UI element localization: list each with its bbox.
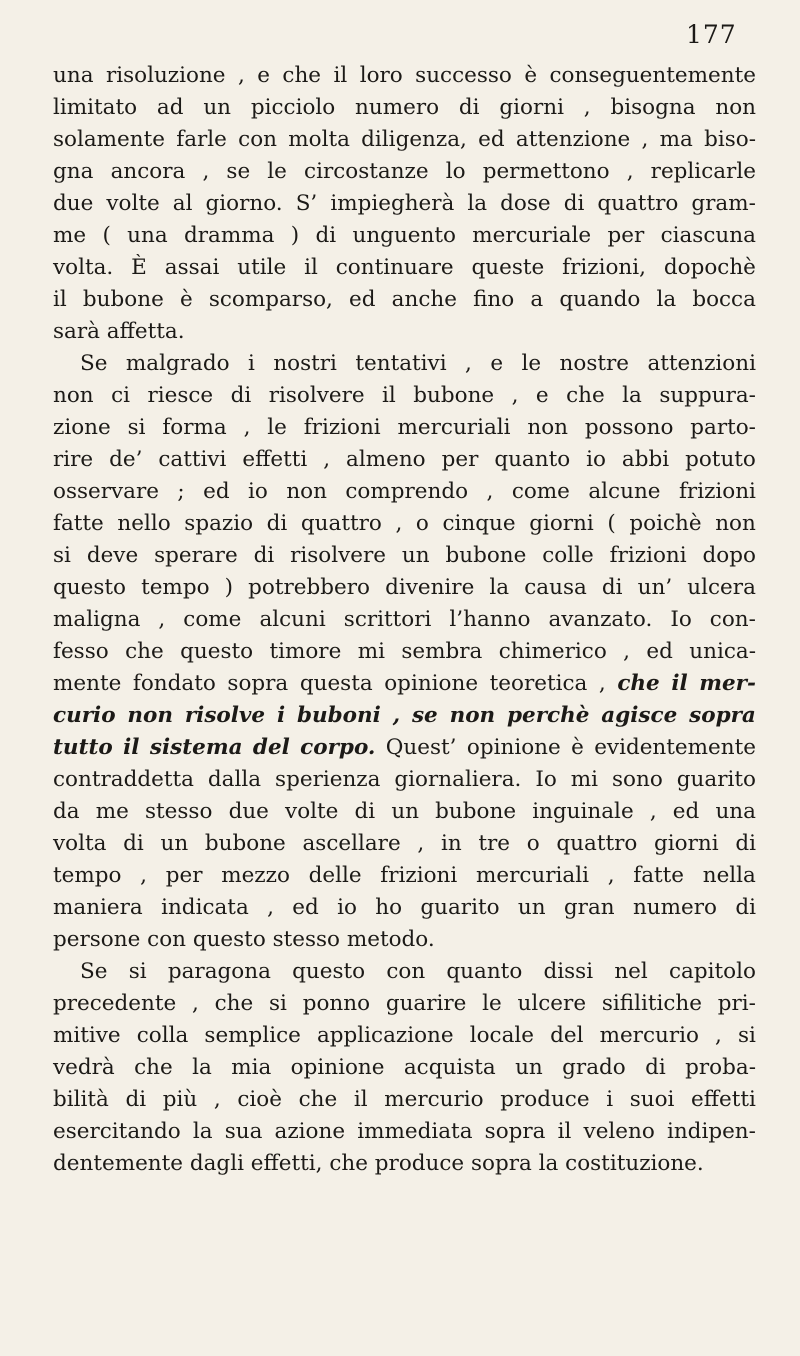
text-line: fatte nello spazio di quattro , o cinque giorni ( poichè non: [53, 511, 756, 536]
text-line: il bubone è scomparso, ed anche fino a quando la bocca: [53, 287, 756, 312]
text-line: contraddetta dalla sperienza giornaliera. Io mi sono guarito: [53, 767, 756, 792]
text-line: vedrà che la mia opinione acquista un grado di proba-: [53, 1055, 756, 1080]
text-line: gna ancora , se le circostanze lo permettono , replicarle: [53, 159, 756, 184]
body-text: [53, 60, 756, 1180]
text-line: persone con questo stesso metodo.: [53, 927, 435, 952]
text-line: da me stesso due volte di un bubone inguinale , ed una: [53, 799, 756, 824]
text-line: volta di un bubone ascellare , in tre o quattro giorni di: [53, 831, 756, 856]
text-line: me ( una dramma ) di unguento mercuriale per ciascuna: [53, 223, 756, 248]
text-line: zione si forma , le frizioni mercuriali non possono parto-: [53, 415, 756, 440]
text-line: esercitando la sua azione immediata sopra il veleno indipen-: [53, 1119, 756, 1144]
text-line: mente fondato sopra questa opinione teoretica , che il mer-: [53, 671, 756, 696]
text-line: mitive colla semplice applicazione locale del mercurio , si: [53, 1023, 756, 1048]
text-line: curio non risolve i buboni , se non perchè agisce sopra: [53, 703, 756, 728]
text-line: Se malgrado i nostri tentativi , e le nostre attenzioni: [80, 351, 756, 376]
text-line: due volte al giorno. S’ impiegherà la dose di quattro gram-: [53, 191, 756, 216]
text-line: non ci riesce di risolvere il bubone , e che la suppura-: [53, 383, 756, 408]
text-line: sarà affetta.: [53, 319, 185, 344]
text-line: tempo , per mezzo delle frizioni mercuriali , fatte nella: [53, 863, 756, 888]
page-number: 177: [686, 20, 737, 49]
text-line: limitato ad un picciolo numero di giorni , bisogna non: [53, 95, 756, 120]
text-line: tutto il sistema del corpo. Quest’ opinione è evidentemente: [53, 735, 756, 760]
text-line: rire de’ cattivi effetti , almeno per quanto io abbi potuto: [53, 447, 756, 472]
text-line: volta. È assai utile il continuare queste frizioni, dopochè: [53, 255, 756, 280]
text-line: maniera indicata , ed io ho guarito un gran numero di: [53, 895, 756, 920]
text-line: si deve sperare di risolvere un bubone colle frizioni dopo: [53, 543, 756, 568]
text-line: dentemente dagli effetti, che produce sopra la costituzione.: [53, 1151, 704, 1176]
text-line: una risoluzione , e che il loro successo è conseguentemente: [53, 63, 756, 88]
text-line: solamente farle con molta diligenza, ed attenzione , ma biso-: [53, 127, 756, 152]
text-line: fesso che questo timore mi sembra chimerico , ed unica-: [53, 639, 756, 664]
text-line: bilità di più , cioè che il mercurio produce i suoi effetti: [53, 1087, 756, 1112]
text-line: questo tempo ) potrebbero divenire la causa di un’ ulcera: [53, 575, 756, 600]
text-line: maligna , come alcuni scrittori l’hanno avanzato. Io con-: [53, 607, 756, 632]
text-line: osservare ; ed io non comprendo , come alcune frizioni: [53, 479, 756, 504]
text-line: Se si paragona questo con quanto dissi nel capitolo: [80, 959, 756, 984]
text-line: precedente , che si ponno guarire le ulcere sifilitiche pri-: [53, 991, 756, 1016]
